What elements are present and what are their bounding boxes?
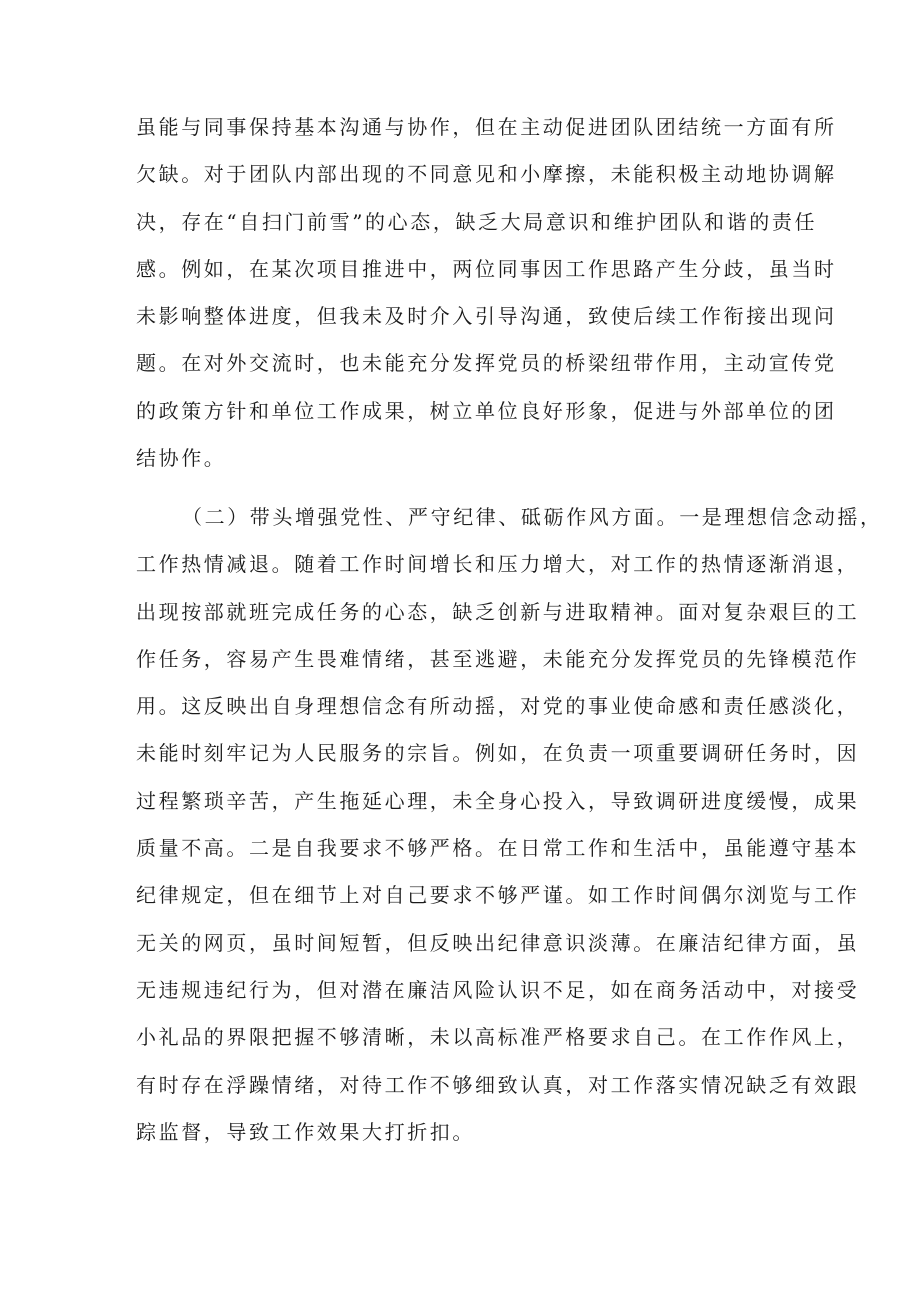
text-line: 感。例如，在某次项目推进中，两位同事因工作思路产生分歧，虽当时 <box>136 256 837 281</box>
text-line: 纪律规定，但在细节上对自己要求不够严谨。如工作时间偶尔浏览与工作 <box>136 883 860 908</box>
text-line: 用。这反映出自身理想信念有所动摇，对党的事业使命感和责任感淡化， <box>136 694 860 719</box>
text-line: 工作热情减退。随着工作时间增长和压力增大，对工作的热情逐渐消退， <box>136 552 860 577</box>
text-line: 虽能与同事保持基本沟通与协作，但在主动促进团队团结统一方面有所 <box>136 115 837 139</box>
text-line: 过程繁琐辛苦，产生拖延心理，未全身心投入，导致调研进度缓慢，成果 <box>136 788 860 813</box>
text-line: 小礼品的界限把握不够清晰，未以高标准严格要求自己。在工作作风上， <box>136 1025 860 1050</box>
text-line: 未能时刻牢记为人民服务的宗旨。例如，在负责一项重要调研任务时，因 <box>136 741 860 766</box>
section-heading-line: （二）带头增强党性、严守纪律、砥砺作风方面。一是理想信念动摇， <box>182 505 883 529</box>
text-line: 作任务，容易产生畏难情绪，甚至逃避，未能充分发挥党员的先锋模范作 <box>136 646 860 671</box>
text-line: 决，存在“自扫门前雪”的心态，缺乏大局意识和维护团队和谐的责任 <box>136 209 818 234</box>
text-line: 题。在对外交流时，也未能充分发挥党员的桥梁纽带作用，主动宣传党 <box>136 351 837 376</box>
paragraph-1 <box>136 104 837 482</box>
paragraph-2 <box>136 494 883 1156</box>
text-line: 欠缺。对于团队内部出现的不同意见和小摩擦，未能积极主动地协调解 <box>136 162 837 187</box>
text-line: 无违规违纪行为，但对潜在廉洁风险认识不足，如在商务活动中，对接受 <box>136 977 860 1002</box>
text-line: 踪监督，导致工作效果大打折扣。 <box>136 1119 475 1144</box>
text-line: 质量不高。二是自我要求不够严格。在日常工作和生活中，虽能遵守基本 <box>136 836 860 861</box>
text-line: 有时存在浮躁情绪，对待工作不够细致认真，对工作落实情况缺乏有效跟 <box>136 1072 860 1097</box>
text-line: 出现按部就班完成任务的心态，缺乏创新与进取精神。面对复杂艰巨的工 <box>136 599 860 624</box>
text-line: 未影响整体进度，但我未及时介入引导沟通，致使后续工作衔接出现问 <box>136 304 837 329</box>
text-line: 无关的网页，虽时间短暂，但反映出纪律意识淡薄。在廉洁纪律方面，虽 <box>136 930 860 955</box>
text-line: 结协作。 <box>136 446 227 471</box>
text-line: 的政策方针和单位工作成果，树立单位良好形象，促进与外部单位的团 <box>136 398 837 423</box>
